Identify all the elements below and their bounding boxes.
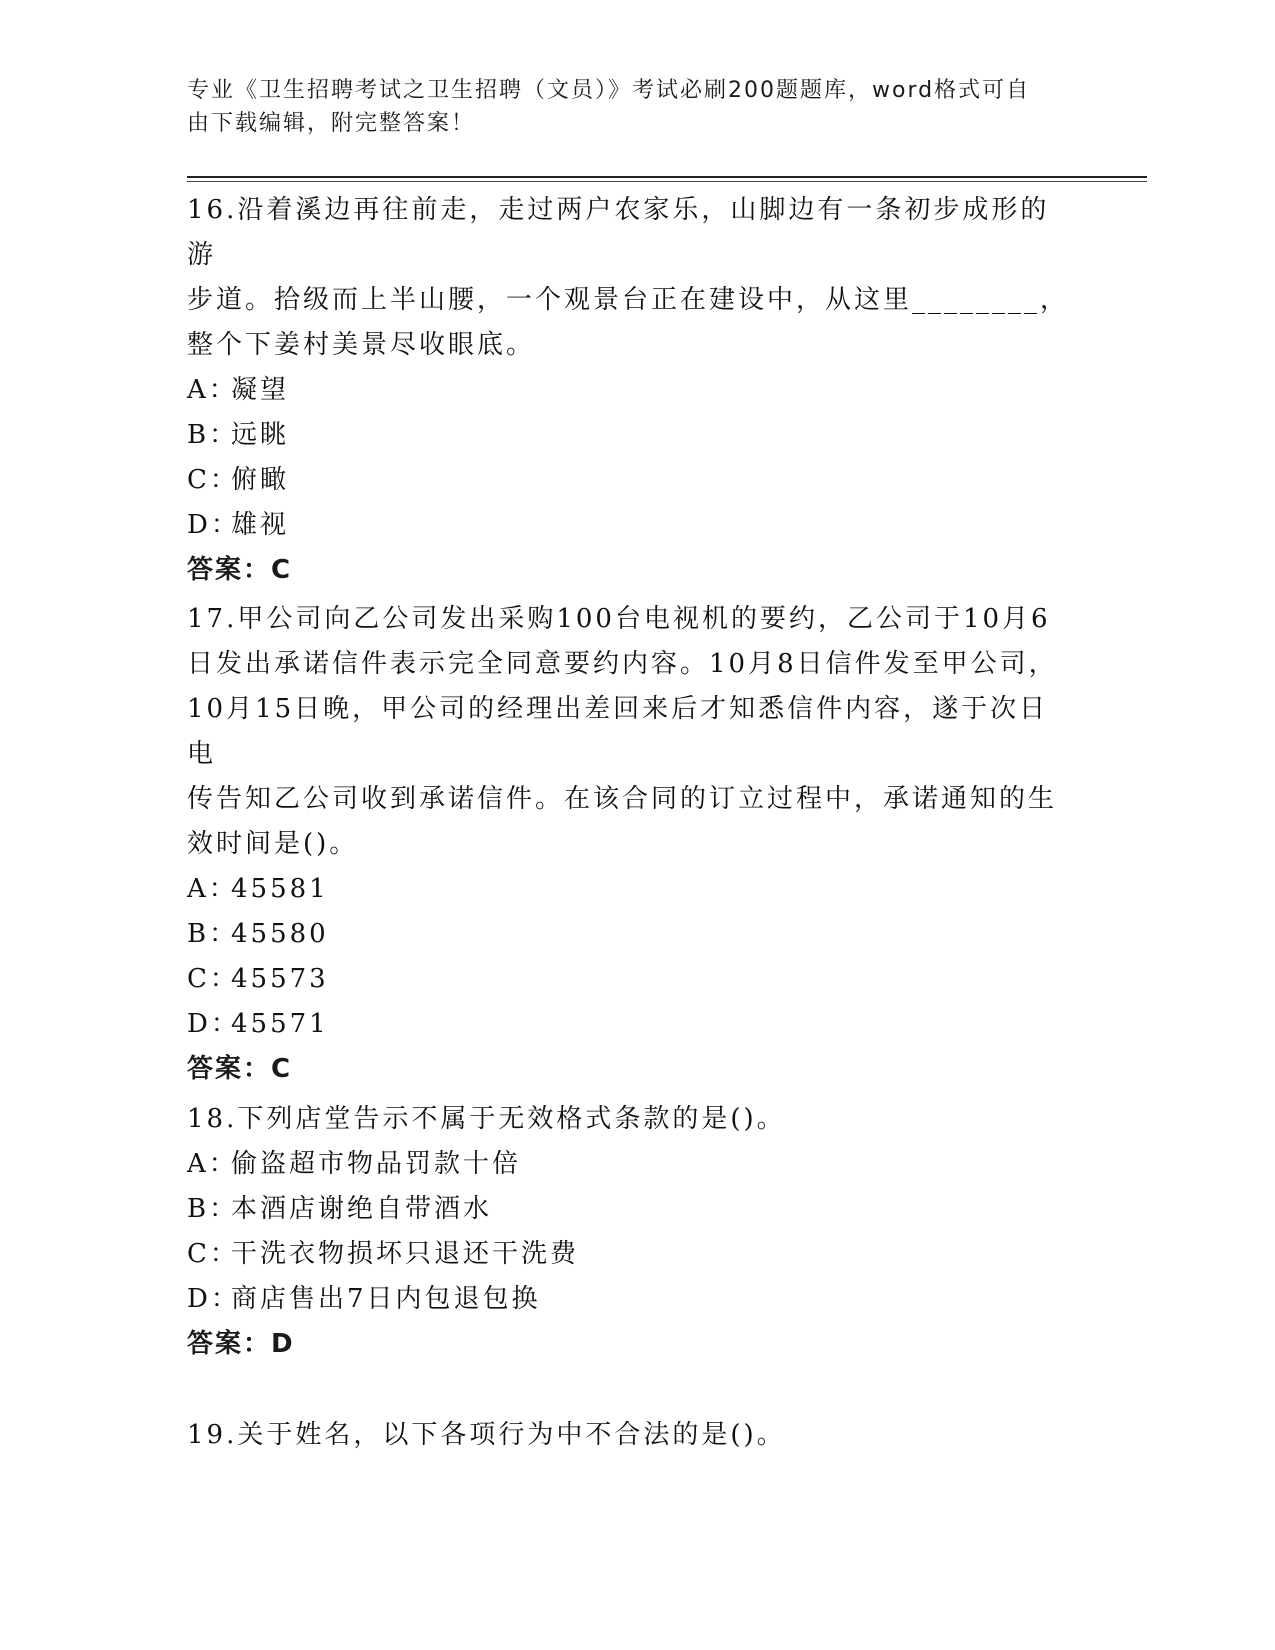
option-key: B：: [187, 919, 239, 949]
option-text: 本酒店谢绝自带酒水: [231, 1194, 493, 1224]
option-key: D：: [187, 510, 240, 540]
document-header: [187, 74, 1067, 140]
option-text: 45571: [231, 1009, 329, 1039]
question-stem-line: 18.下列店堂告示不属于无效格式条款的是()。: [187, 1104, 786, 1134]
option-a: [187, 1142, 1077, 1187]
header-line-1: 专业《卫生招聘考试之卫生招聘（文员）》考试必刷200题题库，word格式可自: [187, 78, 1031, 103]
option-text: 商店售出7日内包退包换: [231, 1284, 541, 1314]
option-text: 干洗衣物损坏只退还干洗费: [231, 1239, 580, 1269]
option-d: [187, 503, 1077, 548]
option-b: [187, 413, 1077, 458]
option-text: 俯瞰: [231, 465, 290, 495]
option-d: [187, 1002, 1077, 1047]
question-stem-line: 整个下姜村美景尽收眼底。: [187, 330, 536, 360]
option-key: A：: [187, 375, 238, 405]
option-b: [187, 912, 1077, 957]
question-stem-line: 日发出承诺信件表示完全同意要约内容。10月8日信件发至甲公司，: [187, 649, 1058, 679]
answer-line: 答案：C: [187, 555, 293, 585]
header-line-2: 由下载编辑，附完整答案！: [187, 111, 476, 136]
option-key: A：: [187, 1149, 238, 1179]
question-stem-line: 传告知乙公司收到承诺信件。在该合同的订立过程中，承诺通知的生: [187, 784, 1058, 814]
option-text: 凝望: [231, 375, 290, 405]
option-key: B：: [187, 420, 239, 450]
answer-line: 答案：D: [187, 1329, 295, 1359]
answer-line: 答案：C: [187, 1054, 293, 1084]
option-key: D：: [187, 1009, 240, 1039]
question-stem-line: 16.沿着溪边再往前走，走过两户农家乐，山脚边有一条初步成形的游: [187, 195, 1050, 270]
option-text: 45581: [231, 874, 329, 904]
question-16: [187, 188, 1077, 593]
option-text: 45580: [231, 919, 329, 949]
question-stem-line: 效时间是()。: [187, 829, 359, 859]
option-text: 雄视: [231, 510, 290, 540]
option-key: C：: [187, 1239, 239, 1269]
question-18: [187, 1097, 1077, 1367]
question-stem-line: 19.关于姓名，以下各项行为中不合法的是()。: [187, 1420, 786, 1450]
option-a: [187, 368, 1077, 413]
question-17: [187, 597, 1077, 1092]
option-c: [187, 458, 1077, 503]
header-divider-thick: [187, 176, 1147, 178]
question-stem-line: 10月15日晚，甲公司的经理出差回来后才知悉信件内容，遂于次日电: [187, 694, 1049, 769]
option-key: B：: [187, 1194, 239, 1224]
option-key: A：: [187, 874, 238, 904]
option-text: 45573: [231, 964, 329, 994]
option-c: [187, 1232, 1077, 1277]
option-text: 偷盗超市物品罚款十倍: [231, 1149, 522, 1179]
option-d: [187, 1277, 1077, 1322]
question-stem-line: 步道。拾级而上半山腰，一个观景台正在建设中，从这里________，: [187, 285, 1070, 315]
option-b: [187, 1187, 1077, 1232]
option-key: C：: [187, 465, 239, 495]
question-19: [187, 1413, 1077, 1458]
option-text: 远眺: [231, 420, 290, 450]
option-c: [187, 957, 1077, 1002]
question-stem-line: 17.甲公司向乙公司发出采购100台电视机的要约，乙公司于10月6: [187, 604, 1051, 634]
option-a: [187, 867, 1077, 912]
option-key: C：: [187, 964, 239, 994]
header-divider-thin: [187, 181, 1147, 182]
option-key: D：: [187, 1284, 240, 1314]
